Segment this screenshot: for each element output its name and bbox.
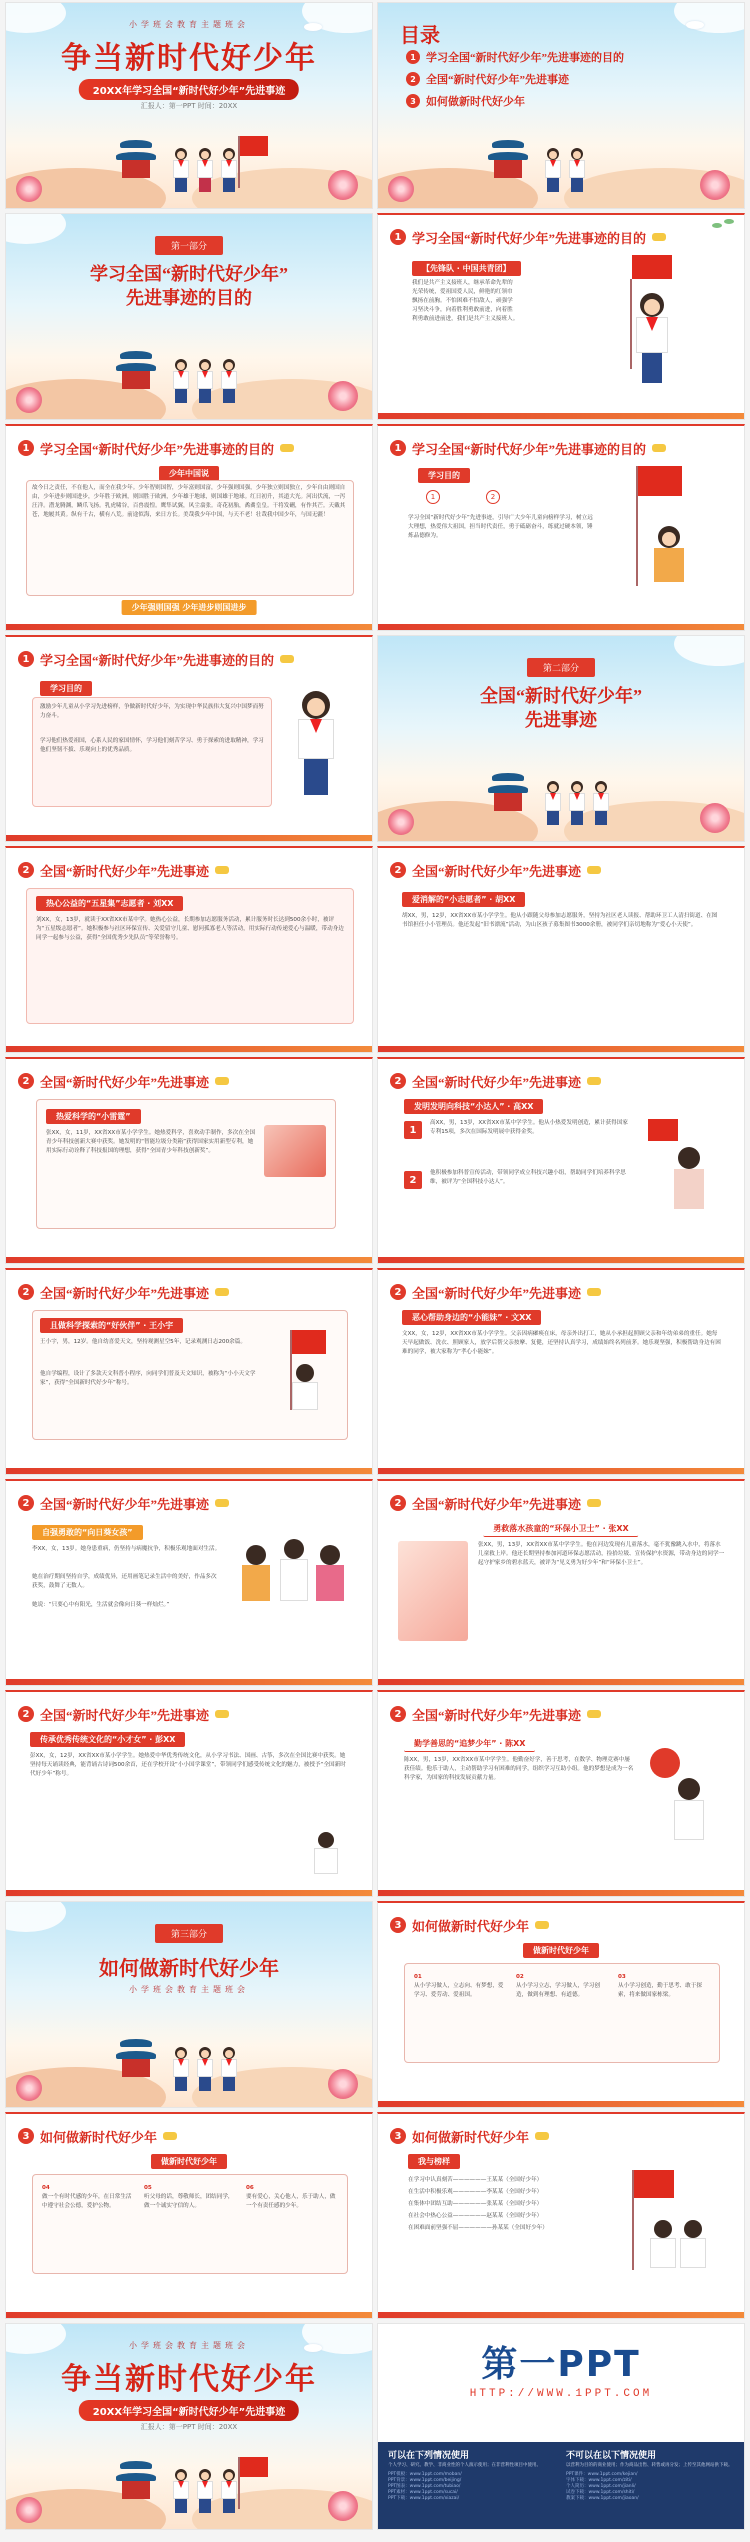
cover-ribbon: 20XX年学习全国“新时代好少年”先进事迹 xyxy=(79,2400,299,2421)
allowed-use-text: 个人学习、研究、教学、非商业性的个人演示使用；在非营利性项目中使用。 xyxy=(388,2463,541,2468)
story-title: 恶心帮助身边的“小能妹” · 文XX xyxy=(402,1310,541,1325)
story-item-2: 他自学编程，设计了多款天文科普小程序，向同学们普及天文知识，被称为“小小天文学家”，获得“全国新时代好少年”称号。 xyxy=(40,1371,256,1386)
list-item: 在社会中热心公益——————赵某某（全国好少年） xyxy=(408,2213,543,2219)
card-5: 05 听父母的话，尊敬师长，团结同学，做一个诚实守信的人。 xyxy=(144,2185,234,2209)
slide-part-1[interactable] xyxy=(5,213,373,420)
slide-model-1[interactable] xyxy=(5,846,373,1053)
part-title: 先进事迹 xyxy=(525,710,597,730)
story-title: 热心公益的“五星集”志愿者 · 刘XX xyxy=(36,896,183,911)
story-title: 传承优秀传统文化的“小才女” · 彭XX xyxy=(30,1732,185,1747)
science-illustration xyxy=(264,1125,326,1177)
card-6: 06 要有爱心，关心他人，乐于助人，做一个有责任感的少年。 xyxy=(246,2185,336,2209)
slide-grid xyxy=(5,2,745,2530)
link-item[interactable]: 字体下载：www.1ppt.com/ziti/ xyxy=(566,2478,632,2483)
student-illustration xyxy=(286,691,346,801)
card-2: 02 从小学习立志，学习做人，学习创造，做到有理想、有道德。 xyxy=(516,1974,600,1998)
story-item-2: 他积极参加科普宣传活动，带领同学成立科技兴趣小组，帮助同学们培养科学思维，被评为“全国科技小达人”。 xyxy=(430,1170,626,1185)
story-title: 勇救落水孩童的“环保小卫士” · 张XX xyxy=(483,1521,638,1537)
story-item-3: 她说：“只要心中有阳光，生活就会像向日葵一样灿烂。” xyxy=(32,1602,170,1608)
section-title: 做新时代好少年 xyxy=(151,2154,227,2169)
card-3: 03 从小学习创造，勤于思考、敢于探索，将来做国家栋梁。 xyxy=(618,1974,702,1998)
list-item: 在生活中积极乐观——————李某某（全国好少年） xyxy=(408,2189,543,2195)
story-text: 刘XX，女，13岁，就读于XX省XX市某中学。她热心公益，长期参加志愿服务活动，累计服务时长达到500余小时，被评为“五星级志愿者”。她积极参与社区环保宣传、关爱留守儿童、慰问孤寡老人等活动，用实际行动传递爱心与温暖，带动身边同学一起参与公益，获得“全国优秀少先队员”等荣誉称号。 xyxy=(36,917,344,941)
cover-title: 争当新时代好少年 xyxy=(61,42,317,75)
slide-model-6[interactable] xyxy=(377,1268,745,1475)
allowed-use-title: 可以在下列情况使用 xyxy=(388,2451,470,2461)
story-title: 自强勇敢的“向日葵女孩” xyxy=(32,1525,143,1540)
story-text: 张XX，女，11岁，XX省XX市某小学学生。她热爱科学，喜欢动手制作，多次在全国青少年科技创新大赛中获奖。她发明的“智能垃圾分类箱”获得国家实用新型专利，她用实际行动诠释了科技报国的理想，获得“全国青少年科技创新奖”。 xyxy=(46,1130,256,1154)
part-title: 如何做新时代好少年 xyxy=(99,1958,279,1980)
slide-header: 1 学习全国“新时代好少年”先进事迹的目的 xyxy=(18,647,294,671)
purpose-item-1: 激励少年儿童从小学习先进榜样，争做新时代好少年，为实现中华民族伟大复兴中国梦而努力奋斗。 xyxy=(40,704,264,719)
slide-model-10[interactable] xyxy=(377,1690,745,1897)
slide-part-3[interactable] xyxy=(5,1901,373,2108)
slide-promo[interactable] xyxy=(377,2323,745,2530)
child-with-flag-illustration xyxy=(628,466,718,606)
part-title: 学习全国“新时代好少年” xyxy=(90,264,288,284)
heart-badge-illustration xyxy=(650,1748,720,1858)
slide-header: 2 全国“新时代好少年”先进事迹 xyxy=(18,1491,229,1515)
prohibited-use-title: 不可以在以下情况使用 xyxy=(566,2451,657,2461)
bottom-illustration xyxy=(6,349,372,419)
list-item: 在学习中认真刻苦——————王某某（全国好少年） xyxy=(408,2177,543,2183)
slide-cover[interactable] xyxy=(5,2,373,209)
slide-model-4[interactable] xyxy=(377,1057,745,1264)
link-item[interactable]: 教案下载：www.1ppt.com/jiaoan/ xyxy=(566,2496,639,2501)
bottom-illustration xyxy=(6,2459,372,2529)
bottom-illustration xyxy=(6,138,372,208)
story-text: 张XX，男，13岁，XX省XX市某中学学生。他在河边发现有儿童落水，毫不犹豫跳入水中，将落水儿童救上岸。他还长期坚持参加河道环保志愿活动，捡拾垃圾、宣传保护水资源，带动身边的同学一起守护家乡的碧水蓝天，被评为“见义勇为好少年”和“环保小卫士”。 xyxy=(478,1542,725,1566)
story-item-1: 王小宇，男，12岁。他自幼喜爱天文，坚持观测星空5年，记录观测日志200余篇。 xyxy=(40,1339,246,1345)
story-text: 彭XX，女，12岁，XX省XX市某小学学生。她热爱中华优秀传统文化，从小学习书法、国画、古筝，多次在全国比赛中获奖。她坚持每天诵读经典，能背诵古诗词500余首，还在学校开设“小小国学课堂”，带领同学们感受传统文化的魅力，被授予“全国新时代好少年”称号。 xyxy=(30,1753,346,1777)
story-item-1: 高XX，男，13岁，XX省XX市某中学学生。他从小热爱发明创造，累计获得国家专利15项，多次在国际发明展中获得金奖。 xyxy=(430,1120,628,1135)
slide-header: 3 如何做新时代好少年 xyxy=(390,1913,549,1937)
footer-banner: 少年强则国强 少年进步则国进步 xyxy=(122,600,257,615)
promo-header xyxy=(378,2324,744,2442)
allowed-use-column xyxy=(388,2448,558,2502)
red-flag-icon xyxy=(240,136,268,156)
reading-child-illustration xyxy=(306,1832,346,1882)
cover-subtitle: 小学班会教育主题班会 xyxy=(129,20,249,29)
card-1: 01 从小学习做人，立志向、有梦想，爱学习、爱劳动、爱祖国。 xyxy=(414,1974,504,1998)
role-model-list xyxy=(408,2174,608,2234)
link-item[interactable]: PPT背景：www.1ppt.com/beijing/ xyxy=(388,2478,462,2483)
cover-meta: 汇报人：第一PPT 时间：20XX xyxy=(140,2423,238,2431)
section-title: 做新时代好少年 xyxy=(523,1943,599,1958)
slide-header: 2 全国“新时代好少年”先进事迹 xyxy=(390,1069,601,1093)
list-item: 在集体中团结互助——————张某某（全国好少年） xyxy=(408,2201,543,2207)
story-title: 勤学善思的“追梦少年” · 陈XX xyxy=(404,1736,535,1752)
slide-header: 1 学习全国“新时代好少年”先进事迹的目的 xyxy=(390,436,666,460)
part-pill: 第一部分 xyxy=(155,236,223,255)
slide-header: 2 全国“新时代好少年”先进事迹 xyxy=(18,858,229,882)
prohibited-use-column xyxy=(566,2448,736,2502)
slide-model-2[interactable] xyxy=(377,846,745,1053)
promo-footer xyxy=(378,2442,744,2530)
slide-header: 3 如何做新时代好少年 xyxy=(18,2124,177,2148)
cover-title: 争当新时代好少年 xyxy=(61,2363,317,2396)
link-item[interactable]: PPT模板：www.1ppt.com/moban/ xyxy=(388,2472,462,2477)
story-item-2: 她在治疗期间坚持自学，成绩优异，还用画笔记录生活中的美好，作品多次获奖，鼓舞了无数人。 xyxy=(32,1574,217,1589)
section-title: 学习目的 xyxy=(40,681,92,696)
cover-ribbon: 20XX年学习全国“新时代好少年”先进事迹 xyxy=(79,79,299,100)
slide-how-3[interactable] xyxy=(377,2112,745,2319)
slide-toc[interactable] xyxy=(377,2,745,209)
purpose-item-2: 学习他们热爱祖国，心系人民的家国情怀，学习他们刻苦学习、勇于探索的进取精神，学习他们坚韧不拔、乐观向上的优秀品质。 xyxy=(40,738,264,753)
slide-header: 1 学习全国“新时代好少年”先进事迹的目的 xyxy=(18,436,294,460)
slide-header: 2 全国“新时代好少年”先进事迹 xyxy=(390,1280,601,1304)
link-list xyxy=(566,2472,736,2502)
toc-number: 1 xyxy=(406,50,420,64)
slide-header: 3 如何做新时代好少年 xyxy=(390,2124,549,2148)
slide-purpose-1[interactable] xyxy=(377,213,745,420)
brand-url-link[interactable]: HTTP://WWW.1PPT.COM xyxy=(469,2388,653,2400)
part-pill: 第二部分 xyxy=(527,658,595,677)
bottom-illustration xyxy=(6,2037,372,2107)
link-list xyxy=(388,2472,558,2502)
slide-header: 2 全国“新时代好少年”先进事迹 xyxy=(18,1280,229,1304)
toc-item-2[interactable] xyxy=(406,71,569,87)
part-title: 先进事迹的目的 xyxy=(126,288,252,308)
slide-model-8[interactable] xyxy=(377,1479,745,1686)
slide-header: 2 全国“新时代好少年”先进事迹 xyxy=(390,858,601,882)
item-number: 2 xyxy=(486,490,500,504)
section-title: 我与榜样 xyxy=(408,2154,460,2169)
brand-logo: 第一PPT xyxy=(481,2344,641,2385)
section-title: 少年中国说 xyxy=(159,466,219,481)
slide-header: 2 全国“新时代好少年”先进事迹 xyxy=(390,1702,601,1726)
cover-meta: 汇报人：第一PPT 时间：20XX xyxy=(140,102,238,110)
slide-model-7[interactable] xyxy=(5,1479,373,1686)
saluting-child-illustration xyxy=(602,255,692,395)
link-item[interactable]: PPT图表：www.1ppt.com/tubiao/ xyxy=(388,2484,461,2489)
hero-illustration xyxy=(398,1541,468,1641)
peony-icon xyxy=(16,176,42,202)
bottom-illustration xyxy=(378,138,744,208)
section-title: 学习目的 xyxy=(418,468,470,483)
children-group-illustration xyxy=(236,1525,356,1625)
link-item[interactable]: PPT课件：www.1ppt.com/kejian/ xyxy=(566,2472,638,2477)
flag-child-illustration xyxy=(272,1330,332,1420)
slide-how-2[interactable] xyxy=(5,2112,373,2319)
toc-label: 如何做新时代好少年 xyxy=(426,96,525,108)
item-number: 1 xyxy=(404,1121,422,1139)
toc-label: 学习全国“新时代好少年”先进事迹的目的 xyxy=(426,52,624,64)
story-text: 文XX，女，12岁，XX省XX市某小学学生。父亲因病瘫痪在床，母亲外出打工，她从小承担起照顾父亲和年幼弟弟的重任。她每天早起做饭、洗衣、照顾家人，放学后帮父亲按摩、复健，还坚持认真学习，成绩始终名列前茅。她乐观坚强，积极帮助身边有困难的同学，被大家称为“孝心小能妹”。 xyxy=(402,1331,721,1355)
dove-icon xyxy=(686,21,704,29)
link-item[interactable]: 个人简历：www.1ppt.com/jianli/ xyxy=(566,2484,636,2489)
purpose-text: 学习全国“新时代好少年”先进事迹，引导广大少年儿童向榜样学习，树立远大理想，热爱伟大祖国，担当时代责任，勇于砥砺奋斗，练就过硬本领，锤炼品德修为。 xyxy=(408,515,593,539)
bottom-illustration xyxy=(378,771,744,841)
slide-purpose-3[interactable] xyxy=(377,424,745,631)
item-number: 2 xyxy=(404,1171,422,1189)
slide-purpose-4[interactable] xyxy=(5,635,373,842)
link-item[interactable]: 试卷下载：www.1ppt.com/shiti/ xyxy=(566,2490,635,2495)
slide-model-3[interactable] xyxy=(5,1057,373,1264)
children-illustration xyxy=(171,138,241,194)
slide-how-1[interactable] xyxy=(377,1901,745,2108)
toc-number: 2 xyxy=(406,72,420,86)
story-text: 胡XX，男，12岁，XX省XX市某小学学生。他从小跟随父母参加志愿服务，坚持为社区老人读报、帮助环卫工人清扫街道、在图书馆担任小小管理员。他还发起“旧书漂流”活动，为山区孩子募集图书3000余册，被同学们亲切地称为“爱心小天使”。 xyxy=(402,913,718,928)
section-tag: 【先锋队 · 中国共青团】 xyxy=(412,261,521,276)
slide-model-9[interactable] xyxy=(5,1690,373,1897)
story-title: 发明发明向科技“小达人” · 高XX xyxy=(404,1099,543,1114)
slide-model-5[interactable] xyxy=(5,1268,373,1475)
part-pill: 第三部分 xyxy=(155,1924,223,1943)
toc-title: 目录 xyxy=(400,25,440,47)
poem-text: 故今日之责任，不在他人，而全在我少年。少年智则国智，少年富则国富，少年强则国强，少年独立则国独立，少年自由则国自由，少年进步则国进步，少年胜于欧洲，则国胜于欧洲，少年雄于地球，则国雄于地球。红日初升，其道大光。河出伏流，一泻汪洋。潜龙腾渊，鳞爪飞扬。乳虎啸谷，百兽震惶。鹰隼试翼，风尘翕张。奇花初胎，矞矞皇皇。干将发硎，有作其芒。天戴其苍，地履其黄。纵有千古，横有八荒。前途似海，来日方长。美哉我少年中国，与天不老！壮哉我中国少年，与国无疆！ xyxy=(32,485,346,518)
slide-header: 1 学习全国“新时代好少年”先进事迹的目的 xyxy=(390,225,666,249)
cover-subtitle: 小学班会教育主题班会 xyxy=(129,2341,249,2350)
oath-text: 我们是共产主义接班人，继承革命先辈的 光荣传统，爱祖国爱人民，鲜艳的红领巾 飘扬在前胸。不怕困难不怕敌人，顽强学 习坚决斗争，向着胜利勇敢前进，向着胜 利勇敢前进前进，我们是共产主义接班人。 xyxy=(412,280,519,322)
slide-header: 2 全国“新时代好少年”先进事迹 xyxy=(18,1702,229,1726)
part-subtitle: 小学班会教育主题班会 xyxy=(129,1985,249,1994)
slide-header: 2 全国“新时代好少年”先进事迹 xyxy=(390,1491,601,1515)
story-text: 陈XX，男，13岁，XX省XX市某中学学生。他勤奋好学，善于思考，在数学、物理竞赛中屡获佳绩。他乐于助人，主动帮助学习有困难的同学，组织学习互助小组。他的梦想是成为一名科学家，为国家的科技发展贡献力量。 xyxy=(404,1757,634,1781)
toc-label: 全国“新时代好少年”先进事迹 xyxy=(426,74,569,86)
story-title: 且做科学探索的“好伙伴” · 王小宇 xyxy=(40,1318,183,1333)
flag-and-students-illustration xyxy=(624,2170,724,2280)
link-item[interactable]: PPT下载：www.1ppt.com/xiazai/ xyxy=(388,2496,460,2501)
card-4: 04 做一个有时代感的少年，在日常生活中遵守社会公德，爱护公物。 xyxy=(42,2185,132,2209)
slide-part-2[interactable] xyxy=(377,635,745,842)
toc-item-1[interactable] xyxy=(406,49,624,65)
toc-number: 3 xyxy=(406,94,420,108)
story-title: 爱消解的“小志愿者” · 胡XX xyxy=(402,892,525,907)
kids-with-flag-illustration xyxy=(648,1119,718,1219)
story-item-1: 李XX，女，13岁。她身患重病，仍坚持与病魔抗争，积极乐观地面对生活。 xyxy=(32,1546,221,1552)
list-item: 在困难面前坚强不屈——————孙某某（全国好少年） xyxy=(408,2225,548,2231)
part-title: 全国“新时代好少年” xyxy=(480,686,642,706)
toc-item-3[interactable] xyxy=(406,93,525,109)
temple-of-heaven-icon xyxy=(116,140,156,180)
story-title: 热爱科学的“小雷霆” xyxy=(46,1109,141,1124)
item-number: 1 xyxy=(426,490,440,504)
slide-end-cover[interactable] xyxy=(5,2323,373,2530)
slide-header: 2 全国“新时代好少年”先进事迹 xyxy=(18,1069,229,1093)
prohibited-use-text: 以营利为目的的商业使用；作为商品出售、转售或再分发；上传至其他网站供下载。 xyxy=(566,2463,733,2468)
link-item[interactable]: PPT素材：www.1ppt.com/sucai/ xyxy=(388,2490,458,2495)
slide-purpose-2[interactable] xyxy=(5,424,373,631)
peony-icon xyxy=(328,170,358,200)
